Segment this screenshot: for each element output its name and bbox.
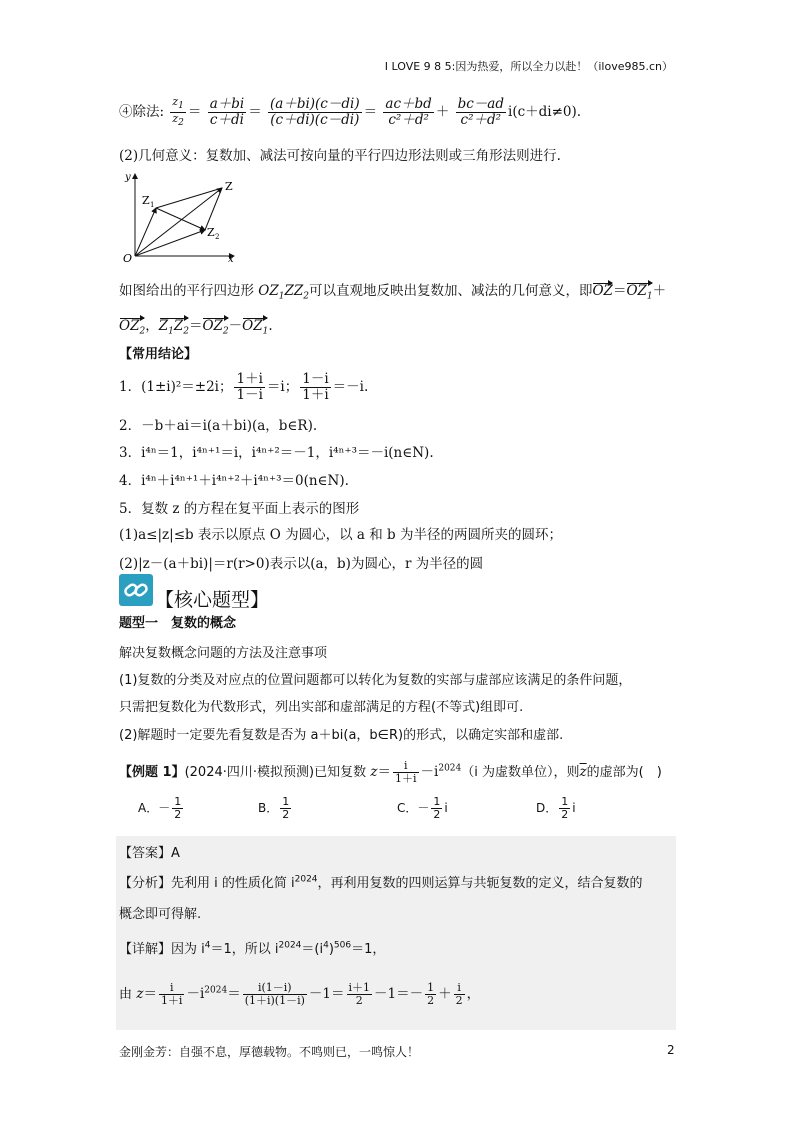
parallelogram-paragraph: 如图给出的平行四边形 $OZ_1ZZ_2$可以直观地反映出复数加、减法的几何意义，即$OZ=OZ_1+$ <box>119 283 667 302</box>
fig-label-z1-sub: 1 <box>150 201 155 209</box>
fig-label-y: y <box>125 172 131 183</box>
page-number: 2 <box>667 1043 675 1057</box>
common-title: 【常用结论】 <box>119 347 198 362</box>
option-d[interactable]: D． $\frac{1}{2}$ i <box>536 795 576 822</box>
fig-label-o: O <box>123 252 133 262</box>
option-c[interactable]: C．－ $\frac{1}{2}$ i <box>397 795 448 822</box>
division-formula: ④除法: $\frac{z_1}{z_2}$ ＝ $\frac{a+bi}{c+di}$ ＝ $\frac{(a+bi)(c-di)}{(c+di)(c-di)}$ ＝ $\frac{ac+bd}{\text{c²＋d²}}$ ＋ $\frac{bc-ad}{\text{c²＋d²}}$ i(c＋di≠0). <box>119 95 582 129</box>
example-question: 【例题 1】(2024·四川·模拟预测)已知复数 z＝ $\frac{i}{1+i}$ $-i^{2024}(i$ 为虚数单位），则$\overline{z}$的虚部为( ) <box>119 759 662 786</box>
analysis-line: 【分析】先利用 i 的性质化简 $i^{2024}$，再利用复数的四则运算与共轭复数的定义，结合复数的 <box>119 874 643 891</box>
common-item-2: 2．－b＋ai＝i(a＋bi)(a，b∈R). <box>119 418 318 434</box>
common-item-5: 5．复数 z 的方程在复平面上表示的图形 <box>119 501 360 517</box>
common-item-5b: (2)|z－(a＋bi)|＝r(r>0)表示以(a，b)为圆心，r 为半径的圆 <box>119 556 484 572</box>
fig-label-x: x <box>228 254 234 262</box>
common-item-1: 1．(1±i)²＝±2i； $\frac{1+i}{1-i}$ ＝i； $\frac{1-i}{1+i}$ ＝－i. <box>119 371 369 403</box>
analysis-line-2: 概念即可得解. <box>119 907 202 922</box>
fig-label-z2: Z <box>207 226 215 239</box>
core-banner: 【核心题型】 <box>155 589 270 611</box>
division-tail: i(c＋di≠0). <box>508 104 582 121</box>
page-header: I LOVE 9 8 5:因为热爱，所以全力以赴！（ilove985.cn） <box>384 60 673 73</box>
fig-label-z1: Z <box>142 194 150 207</box>
method-1a: (1)复数的分类及对应点的位置问题都可以转化为复数的实部与虚部应该满足的条件问题， <box>119 673 632 688</box>
fig-label-z: Z <box>225 180 233 193</box>
common-item-4: 4．i⁴ⁿ＋i⁴ⁿ⁺¹＋i⁴ⁿ⁺²＋i⁴ⁿ⁺³＝0(n∈N). <box>119 473 349 489</box>
answer-line: 【答案】A <box>119 846 180 861</box>
footer-motto: 金刚金芳：自强不息，厚德载物。不鸣则已，一鸣惊人！ <box>119 1045 420 1059</box>
derivation-line: 由 z＝ $\frac{i}{1+i}$ $-i^{2024}=$ $\frac{i(1-i)}{(1+i)(1-i)}$ －1＝ $\frac{i+1}{2}$ －1＝－ $\frac{1}{2}$ ＋ $\frac{i}{2}$ ， <box>119 981 481 1008</box>
division-label: ④除法: <box>119 104 165 121</box>
method-title: 解决复数概念问题的方法及注意事项 <box>119 646 328 661</box>
option-b[interactable]: B． $\frac{1}{2}$ <box>258 795 290 822</box>
link-icon <box>119 574 153 606</box>
type-title: 题型一 复数的概念 <box>119 616 237 631</box>
vector-equation: $OZ_2$，$Z_1Z_2=OZ_2-OZ_1$. <box>119 318 273 337</box>
common-item-5a: (1)a≤|z|≤b 表示以原点 O 为圆心，以 a 和 b 为半径的两圆所夹的圆环； <box>119 527 562 543</box>
option-a[interactable]: A．－ $\frac{1}{2}$ <box>138 795 182 822</box>
method-2: (2)解题时一定要先看复数是否为 a＋bi(a，b∈R)的形式，以确定实部和虚部. <box>119 728 564 743</box>
geometry-meaning: (2)几何意义：复数加、减法可按向量的平行四边形法则或三角形法则进行. <box>119 148 561 164</box>
common-item-3: 3．i⁴ⁿ＝1，i⁴ⁿ⁺¹＝i，i⁴ⁿ⁺²＝－1，i⁴ⁿ⁺³＝－i(n∈N). <box>119 445 434 461</box>
method-1b: 只需把复数化为代数形式，列出实部和虚部满足的方程(不等式)组即可. <box>119 700 524 715</box>
fig-label-z2-sub: 2 <box>215 233 220 241</box>
detail-line: 【详解】因为 $i^4=1$，所以 $i^{2024}=(i^4)^{506}=1$， <box>119 940 386 957</box>
parallelogram-figure <box>118 170 238 262</box>
